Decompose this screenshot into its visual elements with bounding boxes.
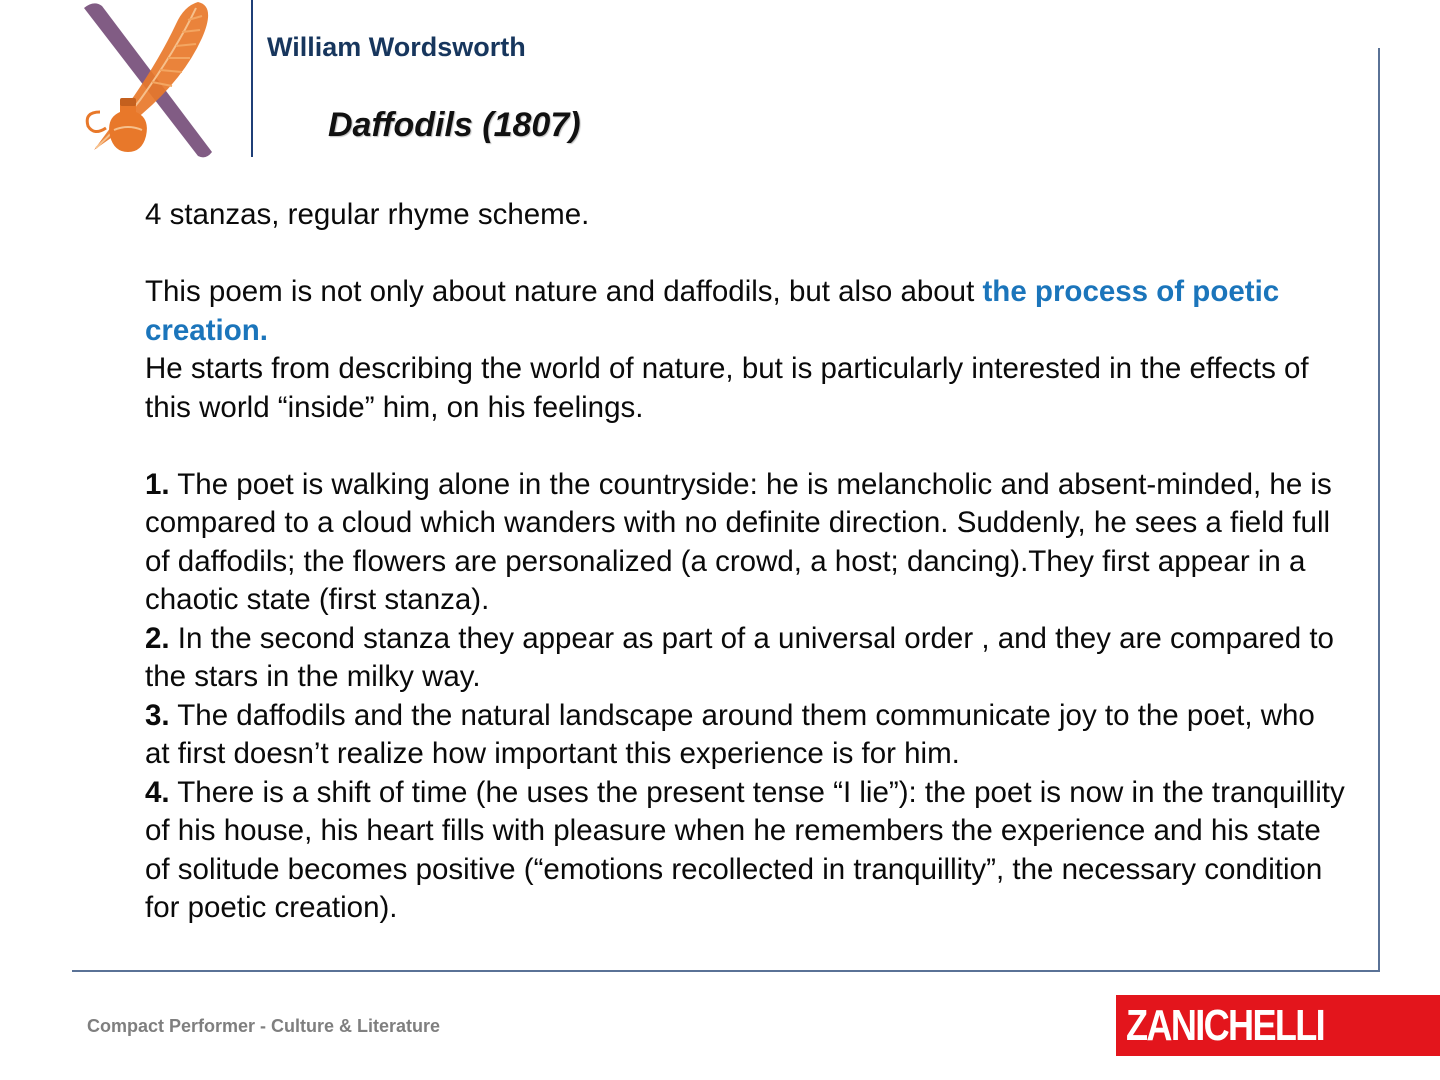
- stanza-1: [145, 466, 1345, 620]
- theme-highlight: the process of poetic creation.: [145, 275, 1280, 347]
- stanza-3: [145, 697, 1345, 774]
- stanza-text: The daffodils and the natural landscape around them communicate joy to the poet, who at first doesn’t realize how important this experience is for him.: [145, 698, 1315, 770]
- stanza-number: 3.: [145, 698, 170, 732]
- stanza-number: 4.: [145, 775, 170, 809]
- footer-series-title: Compact Performer - Culture & Literature: [87, 1016, 441, 1036]
- header-divider: [251, 0, 253, 157]
- theme-paragraph: [145, 273, 1345, 350]
- publisher-name: ZANICHELLI: [1126, 1000, 1325, 1050]
- stanza-number: 1.: [145, 467, 170, 501]
- stanza-text: There is a shift of time (he uses the present tense “I lie”): the poet is now in the tranquillity of his house, his heart fills with pleasure when he remembers the experience and his state of solitude becomes positive (“emotions recollected in tranquillity”, the necessary condition for poetic creation).: [145, 775, 1345, 924]
- author-heading: William Wordsworth: [267, 32, 526, 62]
- theme-text: This poem is not only about nature and daffodils, but also about: [145, 275, 983, 308]
- stanza-text: The poet is walking alone in the countryside: he is melancholic and absent-minded, he is compared to a cloud which wanders with no definite direction. Suddenly, he sees a field full of daffodils; the flowers are personalized (a crowd, a host; dancing).They first appear in a chaotic state (first stanza).: [145, 467, 1332, 616]
- frame-right-border: [1378, 48, 1380, 972]
- publisher-logo: [1116, 995, 1440, 1056]
- intro-line: 4 stanzas, regular rhyme scheme.: [145, 198, 590, 231]
- quill-and-inkwell-logo-icon: [80, 0, 220, 160]
- poem-title: Daffodils (1807): [328, 106, 581, 144]
- theme-paragraph-continued: He starts from describing the world of nature, but is particularly interested in the effects of this world “inside” him, on his feelings.: [145, 352, 1309, 424]
- stanza-number: 2.: [145, 621, 170, 655]
- stanza-2: [145, 620, 1345, 697]
- slide-body: [145, 196, 1345, 928]
- frame-bottom-border: [72, 970, 1380, 972]
- stanza-4: [145, 774, 1345, 928]
- stanza-text: In the second stanza they appear as part of a universal order , and they are compared to the stars in the milky way.: [145, 621, 1334, 693]
